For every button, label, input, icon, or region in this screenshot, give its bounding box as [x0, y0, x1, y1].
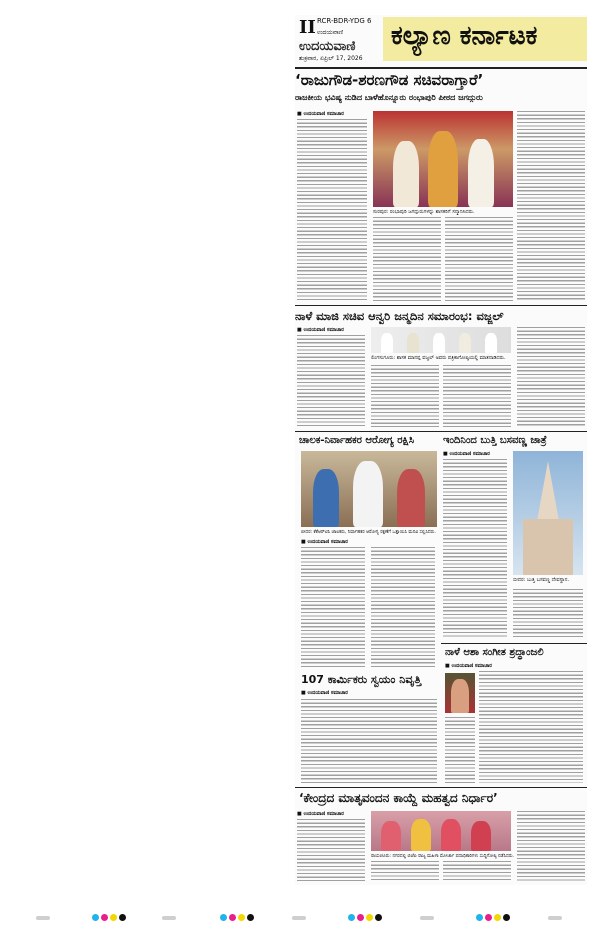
cyan-dot — [348, 914, 355, 921]
section-banner — [383, 17, 587, 61]
headline-voluntary-retirement: 107 ಕಾರ್ಮಿಕರು ಸ್ವಯಂ ನಿವೃತ್ತಿ — [301, 673, 422, 686]
person-figure — [381, 333, 393, 353]
article-text — [517, 811, 585, 881]
article-text — [297, 819, 365, 881]
person-figure — [441, 819, 461, 851]
yellow-dot — [110, 914, 117, 921]
black-dot — [503, 914, 510, 921]
byline: ■ ಉದಯವಾಣಿ ಸಮಾಚಾರ — [443, 451, 490, 457]
yellow-dot — [494, 914, 501, 921]
article-text — [297, 119, 367, 301]
magenta-dot — [485, 914, 492, 921]
issue-date: ಶುಕ್ರವಾರ, ಏಪ್ರಿಲ್ 17, 2026 — [299, 55, 363, 62]
photo-felicitation — [373, 111, 513, 207]
photo-caption: ಸುರಪುರ: ರಂಭಾಪುರಿ ಜಗದ್ಗುರುಗಳನ್ನು ಶಾಸಕರಿಗೆ ಸನ್ಮಾನಿಸಿದರು. — [373, 209, 475, 215]
article-text — [445, 717, 475, 783]
article-text — [371, 547, 435, 667]
person-figure — [397, 469, 425, 527]
magenta-dot — [229, 914, 236, 921]
yellow-dot — [366, 914, 373, 921]
article-text — [373, 217, 441, 301]
article-text — [517, 111, 585, 301]
black-dot — [247, 914, 254, 921]
person-figure — [485, 333, 497, 353]
divider — [295, 67, 587, 69]
person-figure — [381, 821, 401, 851]
photo-caption: ಬೀದರ: ಬುತ್ತಿ ಬಸವಣ್ಣ ದೇವಸ್ಥಾನ. — [513, 577, 570, 583]
article-text — [479, 671, 583, 783]
page-number: II — [299, 17, 316, 38]
section-title: ಕಲ್ಯಾಣ ಕರ್ನಾಟಕ — [391, 21, 538, 51]
temple-tower — [537, 461, 559, 521]
divider — [295, 787, 587, 788]
headline-butti-basavanna: ಇಂದಿನಿಂದ ಬುತ್ತಿ ಬಸವಣ್ಣ ಜಾತ್ರೆ — [443, 435, 547, 446]
crop-mark — [420, 916, 434, 920]
article-text — [443, 861, 511, 881]
person-figure — [393, 141, 419, 207]
person-figure — [433, 333, 445, 353]
article-text — [517, 327, 585, 427]
article-text — [371, 861, 439, 881]
byline: ■ ಉದಯವಾಣಿ ಸಮಾಚಾರ — [445, 663, 492, 669]
photo-memorandum — [301, 451, 437, 527]
edition-code: RCR-BDR-YDG 6 — [317, 17, 372, 25]
crop-mark — [292, 916, 306, 920]
photo-caption: ಲಿಂಗಸುಗೂರು: ಶಾಸಕ ಮಾನಪ್ಪ ವಜ್ಜಲ್ ಅವರು ಪತ್ರಿಕಾಗೋಷ್ಠಿಯಲ್ಲಿ ಮಾತನಾಡಿದರು. — [371, 355, 506, 361]
paper-name-small: ಉದಯವಾಣಿ — [317, 29, 344, 36]
byline: ■ ಉದಯವಾಣಿ ಸಮಾಚಾರ — [297, 111, 344, 117]
person-figure — [451, 679, 469, 713]
person-figure — [471, 821, 491, 851]
masthead — [295, 15, 587, 65]
byline: ■ ಉದಯವಾಣಿ ಸಮಾಚಾರ — [301, 539, 348, 545]
photo-temple — [513, 451, 583, 575]
byline: ■ ಉದಯವಾಣಿ ಸಮಾಚಾರ — [297, 811, 344, 817]
person-figure — [407, 333, 419, 353]
crop-mark — [36, 916, 50, 920]
subhead-rambhapuri: ರಾಜಕೀಯ ಭವಿಷ್ಯ ನುಡಿದ ಬಾಳೆಹೊನ್ನೂರು ರಂಭಾಪುರಿ ಪೀಠದ ಜಗದ್ಗುರು — [295, 93, 483, 102]
cyan-dot — [92, 914, 99, 921]
article-text — [513, 589, 583, 639]
magenta-dot — [357, 914, 364, 921]
newspaper-page — [295, 15, 587, 885]
article-text — [445, 217, 513, 301]
registration-marks — [0, 913, 600, 923]
photo-asha — [445, 673, 475, 713]
headline-asha-tribute: ನಾಳೆ ಆಶಾ ಸಂಗೀತ ಶ್ರದ್ಧಾಂಜಲಿ — [445, 647, 544, 658]
article-text — [301, 547, 365, 667]
divider — [295, 305, 587, 306]
black-dot — [119, 914, 126, 921]
photo-caption: ರಾಯಚೂರು: ನಗರದಲ್ಲಿ ಬಿಜೆಪಿ ರಾಜ್ಯ ಮಹಿಳಾ ಮೋರ್ಚಾ ಪದಾಧಿಕಾರಿಗಳು ಸುದ್ದಿಗೋಷ್ಠಿ ನಡೆಸಿದರು. — [371, 854, 515, 859]
person-figure — [353, 461, 383, 527]
person-figure — [459, 333, 471, 353]
headline-anwari-birthday: ನಾಳೆ ಮಾಜಿ ಸಚಿವ ಆನ್ವರಿ ಜನ್ಮದಿನ ಸಮಾರಂಭ: ವಜ್ಜಲ್ — [295, 309, 504, 323]
headline-matruvandana: ‘ಕೇಂದ್ರದ ಮಾತೃವಂದನ ಕಾಯ್ದೆ ಮಹತ್ವದ ನಿರ್ಧಾರ’ — [299, 791, 498, 805]
divider — [441, 643, 587, 644]
person-figure — [428, 131, 458, 207]
divider — [295, 431, 587, 432]
headline-driver-health: ಚಾಲಕ-ನಿರ್ವಾಹಕರ ಆರೋಗ್ಯ ರಕ್ಷಿಸಿ — [299, 435, 415, 446]
person-figure — [411, 819, 431, 851]
temple-base — [523, 519, 573, 575]
byline: ■ ಉದಯವಾಣಿ ಸಮಾಚಾರ — [301, 690, 348, 696]
photo-caption: ಬೀದರ: ಕೆಕೆಆರ್‌ಟಿಸಿ ಚಾಲಕರು, ನಿರ್ವಾಹಕರ ಆರೋಗ್ಯ ರಕ್ಷಣೆಗೆ ಒತ್ತಾಯಿಸಿ ಮನವಿ ಸಲ್ಲಿಸಿದರು. — [301, 530, 436, 535]
cyan-dot — [476, 914, 483, 921]
article-text — [301, 699, 437, 783]
crop-mark — [162, 916, 176, 920]
black-dot — [375, 914, 382, 921]
paper-logo: ಉದಯವಾಣಿ — [299, 39, 356, 54]
article-text — [443, 459, 507, 639]
magenta-dot — [101, 914, 108, 921]
photo-press-conference — [371, 811, 511, 851]
person-figure — [313, 469, 339, 527]
byline: ■ ಉದಯವಾಣಿ ಸಮಾಚಾರ — [297, 327, 344, 333]
article-text — [297, 335, 365, 427]
crop-mark — [548, 916, 562, 920]
article-text — [371, 365, 439, 427]
person-figure — [468, 139, 494, 207]
photo-press-meet — [371, 327, 511, 353]
article-text — [443, 365, 511, 427]
cyan-dot — [220, 914, 227, 921]
headline-raju-gowda: ‘ರಾಜುಗೌಡ-ಶರಣಗೌಡ ಸಚಿವರಾಗ್ತಾರೆ’ — [295, 71, 484, 89]
yellow-dot — [238, 914, 245, 921]
